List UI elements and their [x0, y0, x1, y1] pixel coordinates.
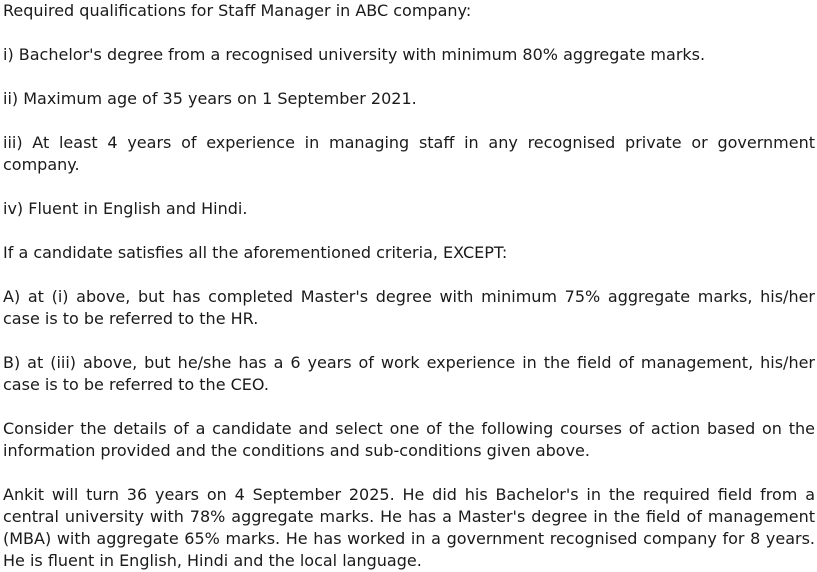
- candidate-details: Ankit will turn 36 years on 4 September 2025. He did his Bachelor's in the required field from a central university with 78% aggregate marks. He has a Master's degree in the field of management (MBA) with aggregate 65% marks. He has worked in a government recognised company for 8 years. He is fluent in English, Hindi and the local language.: [3, 485, 815, 570]
- criterion-ii: ii) Maximum age of 35 years on 1 September 2021.: [3, 89, 417, 108]
- qualifications-heading: Required qualifications for Staff Manager in ABC company:: [3, 1, 472, 20]
- exception-b: B) at (iii) above, but he/she has a 6 years of work experience in the field of management, his/her case is to be referred to the CEO.: [3, 353, 815, 394]
- criterion-iv: iv) Fluent in English and Hindi.: [3, 199, 248, 218]
- criterion-iii: iii) At least 4 years of experience in managing staff in any recognised private or government company.: [3, 133, 815, 174]
- criterion-i: i) Bachelor's degree from a recognised university with minimum 80% aggregate marks.: [3, 45, 706, 64]
- instruction-paragraph: Consider the details of a candidate and select one of the following courses of action based on the information provided and the conditions and sub-conditions given above.: [3, 419, 815, 460]
- exception-intro: If a candidate satisfies all the aforementioned criteria, EXCEPT:: [3, 243, 508, 262]
- exception-a: A) at (i) above, but has completed Master's degree with minimum 75% aggregate marks, his/her case is to be referred to the HR.: [3, 287, 815, 328]
